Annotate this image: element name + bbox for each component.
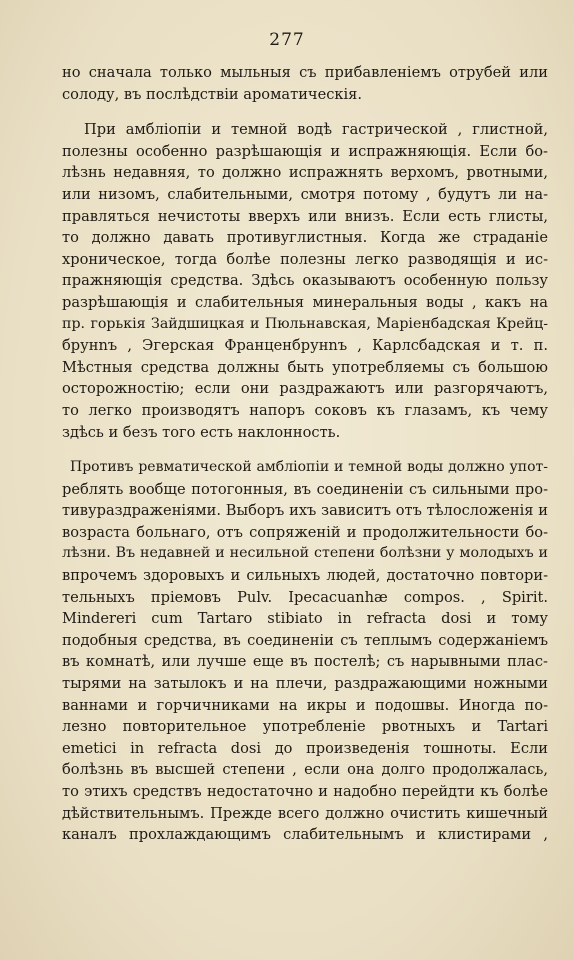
text-line: полезны особенно разрѣшающія и испражняющія. Если бо-: [62, 142, 548, 160]
text-line: впрочемъ здоровыхъ и сильныхъ людей, достаточно повтори-: [62, 567, 548, 585]
text-line: тивураздраженіями. Выборъ ихъ зависитъ отъ тѣлосложенія и: [62, 502, 548, 520]
text-line: брунnъ , Эгерская Франценбрунnъ , Карлсбадская и т. п.: [62, 337, 548, 355]
text-line: Противъ ревматической амбліопіи и темной воды должно упот-: [70, 459, 548, 476]
text-line: то должно давать противуглистныя. Когда же страданіе: [62, 229, 548, 247]
text-line: реблять вообще потогонныя, въ соединеніи съ сильными про-: [62, 480, 548, 498]
text-line: пражняющія средства. Здѣсь оказываютъ особенную пользу: [62, 272, 548, 290]
text-line: тельныхъ пріемовъ Pulv. Ipecacuanhæ compos. , Spirit.: [62, 588, 548, 606]
text-line: въ комнатѣ, или лучше еще въ постелѣ; съ нарывными плас-: [62, 653, 548, 671]
page-number: 277: [269, 30, 305, 50]
text-line: лѣзни. Въ недавней и несильной степени болѣзни у молодыхъ и: [62, 545, 548, 562]
text-line: подобныя средства, въ соединеніи съ теплымъ содержаніемъ: [62, 631, 548, 649]
paragraph-1: [62, 62, 548, 105]
text-line: хроническое, тогда болѣе полезны легко разводящія и ис-: [62, 250, 548, 268]
text-line: лѣзнь недавняя, то должно испражнять верхомъ, рвотными,: [62, 164, 548, 182]
text-line: болѣзнь въ высшей степени , если она долго продолжалась,: [62, 761, 548, 779]
text-line: ваннами и горчичниками на икры и подошвы. Иногда по-: [62, 696, 548, 714]
text-line: или низомъ, слабительными, смотря потому , будутъ ли на-: [62, 185, 548, 203]
text-line: тырями на затылокъ и на плечи, раздражающими ножными: [62, 675, 548, 693]
text-line: здѣсь и безъ того есть наклонность.: [62, 423, 341, 441]
text-line: лезно повторительное употребленіе рвотныхъ и Tartari: [62, 718, 548, 736]
text-line: каналъ прохлаждающимъ слабительнымъ и клистирами ,: [62, 826, 548, 844]
text-line: emetici in refracta dosi до произведенія тошноты. Если: [62, 739, 548, 757]
paragraph-3: [62, 457, 548, 846]
text-line: Mindereri cum Tartaro stibiato in refracta dosi и тому: [62, 610, 548, 628]
body-text: [62, 62, 548, 846]
text-line: осторожностію; если они раздражаютъ или разгорячаютъ,: [62, 380, 548, 398]
paragraph-2: [62, 119, 548, 443]
text-line: возраста больнаго, отъ сопряженій и продолжительности бо-: [62, 523, 548, 541]
text-line: солоду, въ послѣдствіи ароматическія.: [62, 85, 363, 103]
text-line: Мѣстныя средства должны быть употребляемы съ большою: [62, 358, 548, 376]
text-line: дѣйствительнымъ. Прежде всего должно очистить кишечный: [62, 804, 548, 822]
text-line: разрѣшающія и слабительныя минеральныя воды , какъ на: [62, 293, 548, 311]
text-line: то этихъ средствъ недостаточно и надобно перейдти къ болѣе: [62, 783, 548, 800]
text-line: то легко производятъ напоръ соковъ къ глазамъ, къ чему: [62, 401, 548, 419]
text-line: При амбліопіи и темной водѣ гастрической , глистной,: [84, 121, 548, 139]
text-line: правляться нечистоты вверхъ или внизъ. Если есть глисты,: [62, 207, 548, 225]
text-line: пр. горькія Зайдшицкая и Пюльнавская, Маріенбадская Крейц-: [62, 315, 548, 332]
text-line: но сначала только мыльныя съ прибавленіемъ отрубей или: [62, 64, 548, 81]
